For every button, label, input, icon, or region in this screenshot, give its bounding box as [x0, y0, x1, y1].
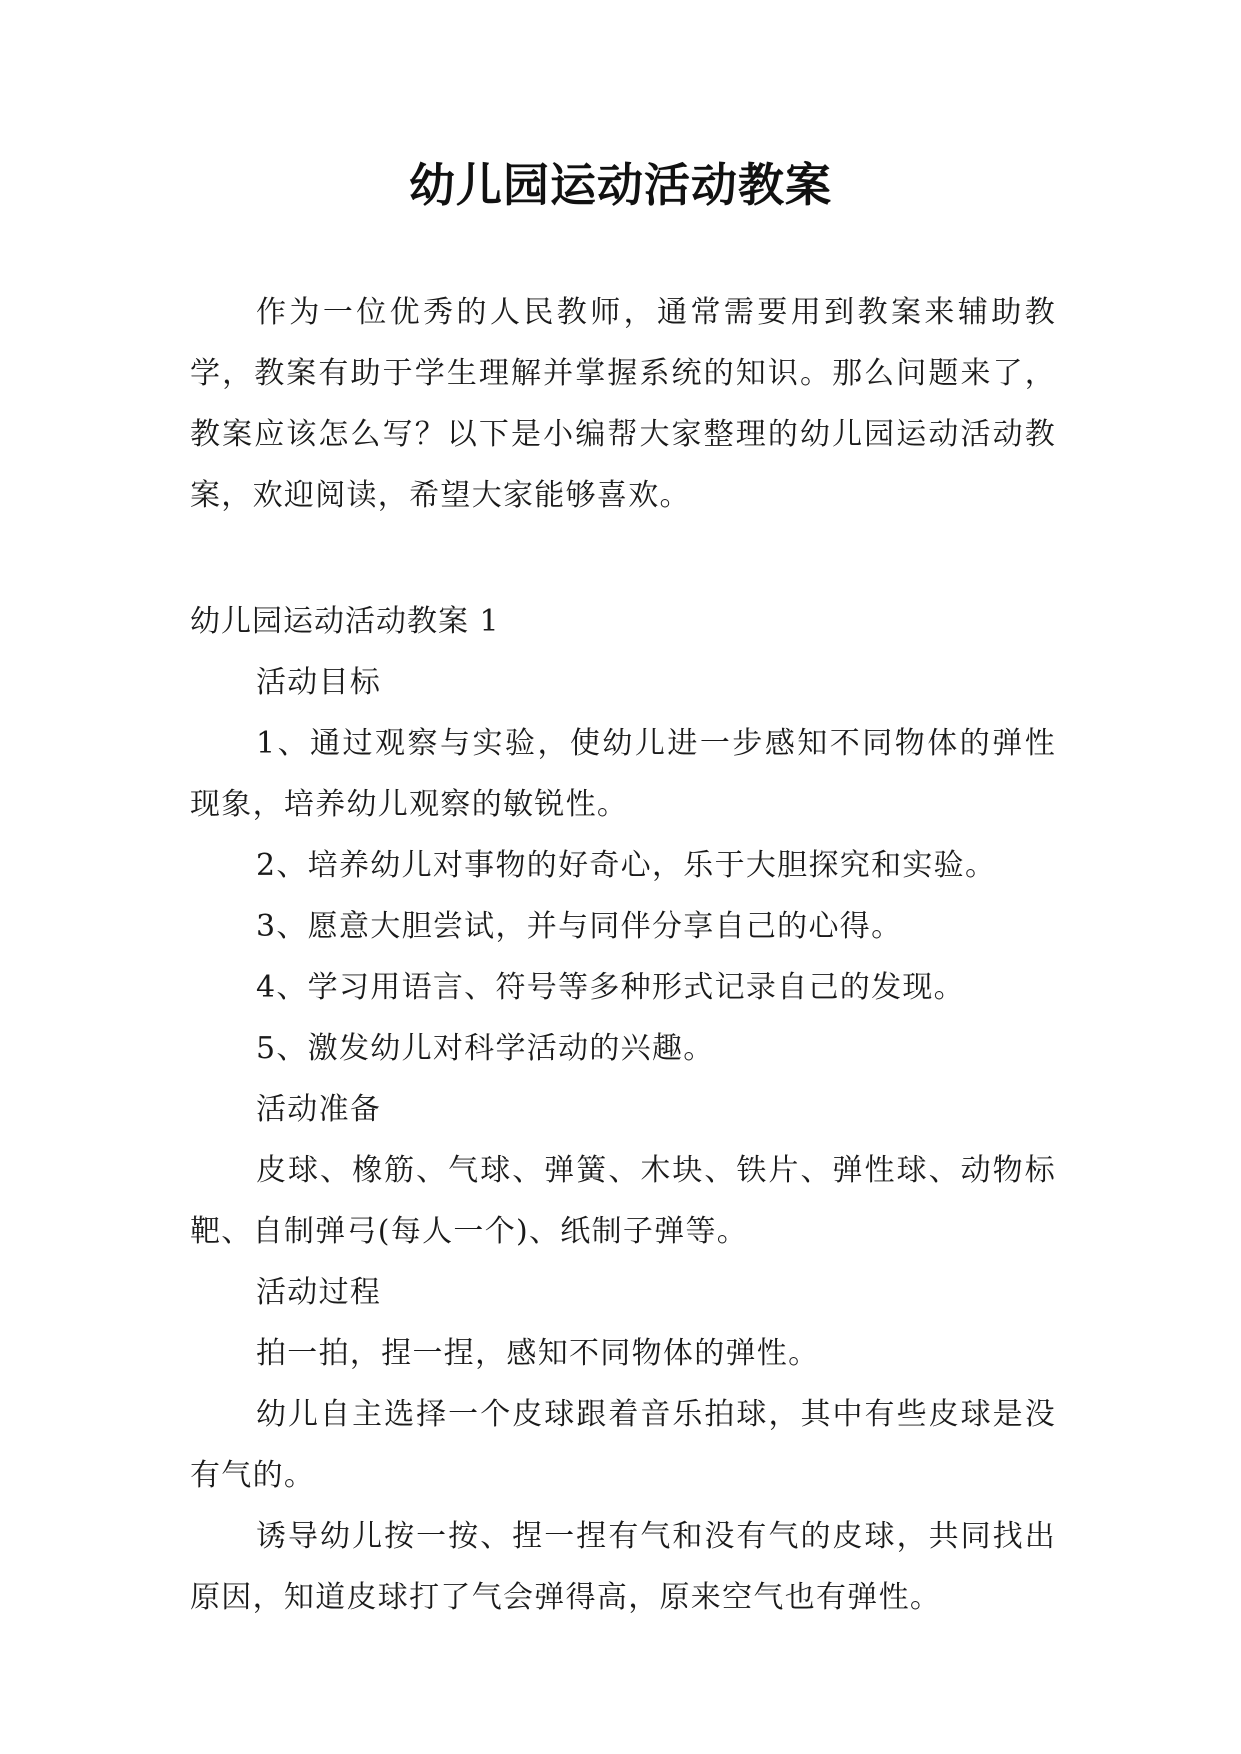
process-paragraph: 诱导幼儿按一按、捏一捏有气和没有气的皮球，共同找出原因，知道皮球打了气会弹得高，原来空气也有弹性。 — [190, 1519, 1056, 1615]
section-heading: 幼儿园运动活动教案 1 — [190, 604, 500, 639]
process-heading: 活动过程 — [256, 1275, 382, 1310]
goal-item: 3、愿意大胆尝试，并与同伴分享自己的心得。 — [256, 909, 903, 944]
prep-heading: 活动准备 — [256, 1092, 382, 1127]
goal-item: 4、学习用语言、符号等多种形式记录自己的发现。 — [256, 970, 965, 1005]
process-paragraph: 拍一拍，捏一捏，感知不同物体的弹性。 — [256, 1336, 820, 1371]
goals-heading: 活动目标 — [256, 665, 382, 700]
document-body — [190, 282, 1056, 1628]
goal-item: 5、激发幼儿对科学活动的兴趣。 — [256, 1031, 715, 1066]
process-paragraph: 幼儿自主选择一个皮球跟着音乐拍球，其中有些皮球是没有气的。 — [190, 1397, 1056, 1493]
goal-item: 2、培养幼儿对事物的好奇心，乐于大胆探究和实验。 — [256, 848, 997, 883]
goal-item: 1、通过观察与实验，使幼儿进一步感知不同物体的弹性现象，培养幼儿观察的敏锐性。 — [190, 726, 1056, 822]
document-title: 幼儿园运动活动教案 — [409, 158, 832, 212]
prep-paragraph: 皮球、橡筋、气球、弹簧、木块、铁片、弹性球、动物标靶、自制弹弓(每人一个)、纸制子弹等。 — [190, 1153, 1056, 1249]
intro-paragraph: 作为一位优秀的人民教师，通常需要用到教案来辅助教学，教案有助于学生理解并掌握系统的知识。那么问题来了，教案应该怎么写？以下是小编帮大家整理的幼儿园运动活动教案，欢迎阅读，希望大家能够喜欢。 — [190, 295, 1056, 513]
